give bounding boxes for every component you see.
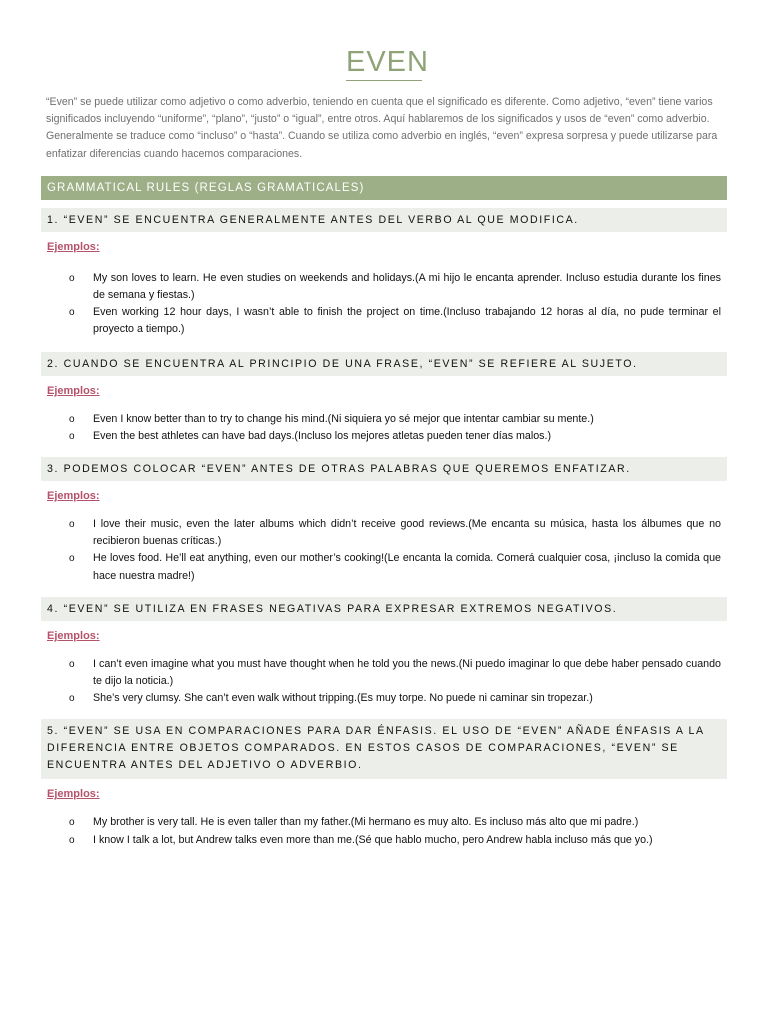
example-item — [41, 411, 727, 428]
rule-block-2 — [41, 352, 727, 445]
example-list-3 — [41, 516, 727, 585]
rule-block-4 — [41, 597, 727, 708]
rule-block-5 — [41, 719, 727, 848]
example-list-5 — [41, 814, 727, 848]
rule-block-1 — [41, 208, 727, 339]
intro-paragraph: “Even” se puede utilizar como adjetivo o como adverbio, teniendo en cuenta que el significado es diferente. Como adjetivo, “even” tiene varios significados incluyendo “uniforme”, “plano”, “justo” o “igual”, entre otros. Aquí hablaremos de los significados y usos de “even” como adverbio. Generalmente se traduce como “incluso” o “hasta”. Cuando se utiliza como adverbio en inglés, “even” expresa sorpresa y puede utilizarse para enfatizar diferencias cuando hacemos comparaciones. — [46, 96, 718, 160]
example-item — [41, 270, 727, 304]
bullet-icon: o — [69, 658, 75, 670]
bullet-icon: o — [69, 272, 75, 284]
example-text: I know I talk a lot, but Andrew talks even more than me.(Sé que hablo mucho, pero Andrew habla incluso más que yo.) — [93, 833, 653, 846]
example-text: Even I know better than to try to change his mind.(Ni siquiera yo sé mejor que intentar cambiar su mente.) — [93, 412, 594, 425]
example-text: He loves food. He’ll eat anything, even our mother’s cooking!(Le encanta la comida. Comerá cualquier cosa, ¡incluso la comida que hace nuestra madre!) — [93, 552, 721, 582]
bullet-icon: o — [69, 307, 75, 319]
example-text: Even the best athletes can have bad days.(Incluso los mejores atletas pueden tener días malos.) — [93, 429, 552, 442]
rule-heading-1: 1. “EVEN” SE ENCUENTRA GENERALMENTE ANTES DEL VERBO AL QUE MODIFICA. — [41, 208, 727, 232]
rule-heading-5: 5. “EVEN” SE USA EN COMPARACIONES PARA DAR ÉNFASIS. EL USO DE “EVEN” AÑADE ÉNFASIS A LA DIFERENCIA ENTRE OBJETOS COMPARADOS. EN ESTOS CASOS DE COMPARACIONES, “EVEN” SE ENCUENTRA ANTES DEL ADJETIVO O ADVERBIO. — [41, 719, 727, 779]
example-list-2 — [41, 411, 727, 445]
example-text: My son loves to learn. He even studies on weekends and holidays.(A mi hijo le encanta aprender. Incluso estudia durante los fines de semana y fiestas.) — [93, 271, 721, 302]
ejemplos-label-2: Ejemplos: — [47, 384, 100, 397]
example-text: I love their music, even the later albums which didn’t receive good reviews.(Me encanta su música, hasta los álbumes que no recibieron buenas críticas.) — [93, 518, 721, 548]
example-list-4 — [41, 656, 727, 708]
rule-block-3 — [41, 457, 727, 585]
example-list-1 — [41, 270, 727, 339]
example-text: Even working 12 hour days, I wasn’t able to finish the project on time.(Incluso trabajando 12 horas al día, no pude terminar el proyecto a tiempo.) — [93, 306, 721, 336]
example-item — [41, 690, 727, 707]
bullet-icon: o — [69, 553, 75, 565]
bullet-icon: o — [69, 430, 75, 442]
example-item — [41, 814, 727, 831]
bullet-icon: o — [69, 519, 75, 531]
example-item — [41, 516, 727, 550]
section-header-grammatical-rules: GRAMMATICAL RULES (REGLAS GRAMATICALES) — [41, 176, 727, 200]
example-item — [41, 428, 727, 445]
rule-heading-4: 4. “EVEN” SE UTILIZA EN FRASES NEGATIVAS PARA EXPRESAR EXTREMOS NEGATIVOS. — [41, 597, 727, 621]
example-item — [41, 832, 727, 849]
example-item — [41, 656, 727, 690]
ejemplos-label-3: Ejemplos: — [47, 490, 100, 503]
bullet-icon: o — [69, 693, 75, 705]
example-text: I can’t even imagine what you must have thought when he told you the news.(Ni puedo imaginar lo que debe haber pensado cuando te dijo la noticia.) — [93, 657, 721, 688]
example-text: My brother is very tall. He is even taller than my father.(Mi hermano es muy alto. Es incluso más alto que mi padre.) — [93, 816, 639, 829]
rule-heading-2: 2. CUANDO SE ENCUENTRA AL PRINCIPIO DE UNA FRASE, “EVEN” SE REFIERE AL SUJETO. — [41, 352, 727, 376]
rule-heading-3: 3. PODEMOS COLOCAR “EVEN” ANTES DE OTRAS PALABRAS QUE QUEREMOS ENFATIZAR. — [41, 457, 727, 481]
ejemplos-label-4: Ejemplos: — [47, 629, 100, 642]
bullet-icon: o — [69, 817, 75, 829]
bullet-icon: o — [69, 413, 75, 425]
example-item — [41, 304, 727, 338]
bullet-icon: o — [69, 834, 75, 846]
document-page — [41, 0, 727, 849]
page-title: EVEN — [346, 45, 422, 81]
ejemplos-label-5: Ejemplos: — [47, 788, 100, 801]
example-text: She’s very clumsy. She can’t even walk without tripping.(Es muy torpe. No puede ni caminar sin tropezar.) — [93, 692, 593, 705]
example-item — [41, 550, 727, 584]
ejemplos-label-1: Ejemplos: — [47, 240, 100, 253]
